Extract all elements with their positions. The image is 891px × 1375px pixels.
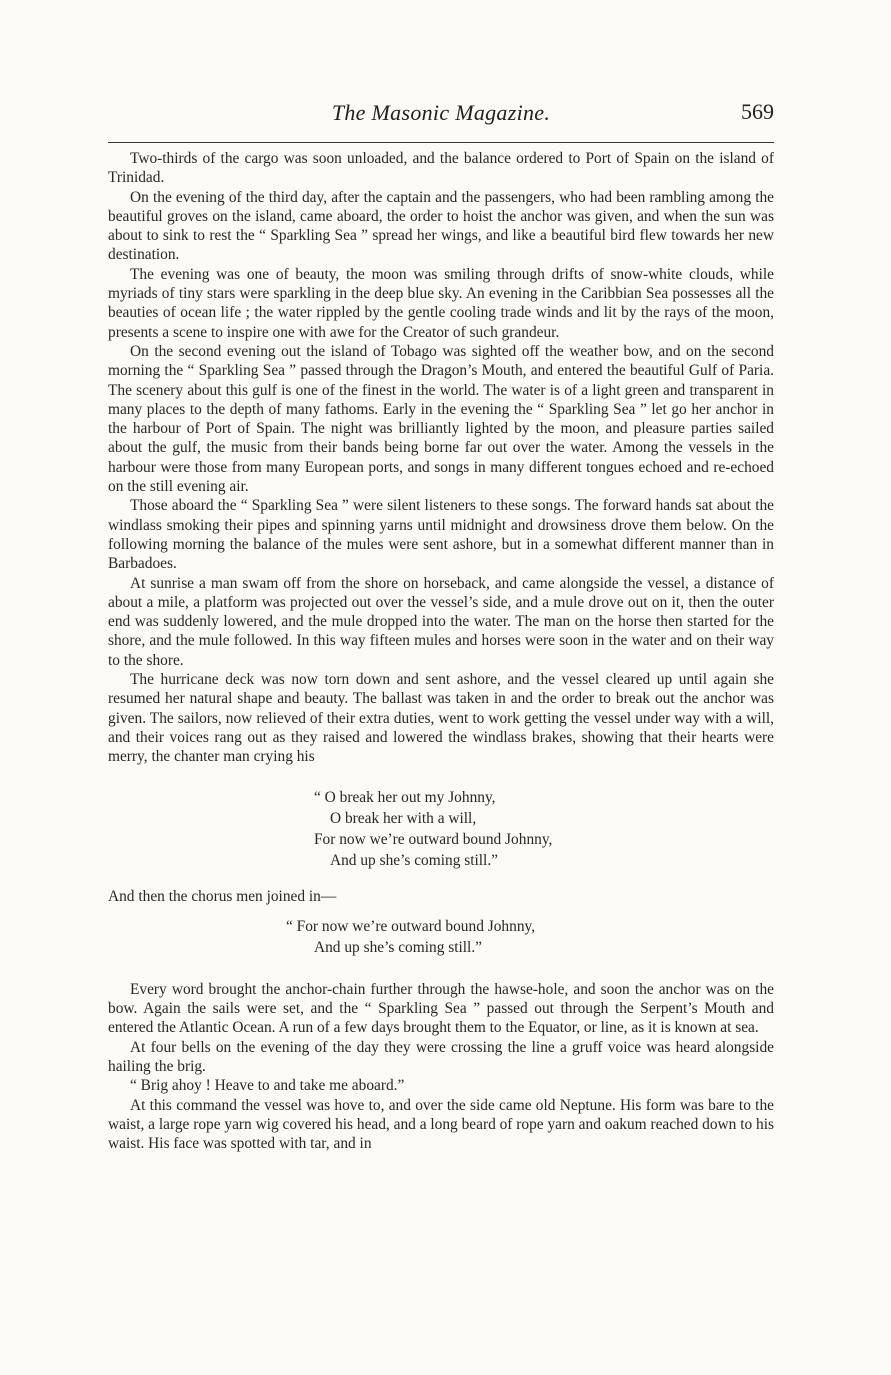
running-title: The Masonic Magazine. [331, 100, 551, 125]
magazine-page [108, 86, 774, 1153]
paragraph-4: On the second evening out the island of Tobago was sighted off the weather bow, and on the second morning the “ Sparkling Sea ” passed through the Dragon’s Mouth, and entered the beautiful Gulf of Paria. The scenery about this gulf is one of the finest in the world. The water is of a light green and transparent in many places to the depth of many fathoms. Early in the evening the “ Sparkling Sea ” let go her anchor in the harbour of Port of Spain. The night was brilliantly lighted by the moon, and pleasure parties sailed about the gulf, the music from their bands being borne far out over the water. Among the vessels in the harbour were those from many European ports, and songs in many different tongues echoed and re-echoed on the still evening air. [108, 342, 774, 496]
shanty-chorus [108, 916, 774, 958]
paragraph-10: At four bells on the evening of the day they were crossing the line a gruff voice was heard alongside hailing the brig. [108, 1038, 774, 1075]
verse-line: “ O break her out my Johnny, [314, 788, 496, 806]
paragraph-9: Every word brought the anchor-chain further through the hawse-hole, and soon the anchor was on the bow. Again the sails were set, and the “ Sparkling Sea ” passed out through the Serpent’s Mouth and entered the Atlantic Ocean. A run of a few days brought them to the Equator, or line, as it is known at sea. [108, 980, 774, 1037]
verse-line: For now we’re outward bound Johnny, [314, 830, 553, 848]
paragraph-8: And then the chorus men joined in— [108, 887, 337, 905]
paragraph-12: At this command the vessel was hove to, and over the side came old Neptune. His form was bare to the waist, a large rope yarn wig covered his head, and a long beard of rope yarn and oakum reached down to his waist. His face was spotted with tar, and in [108, 1096, 774, 1153]
paragraph-2: On the evening of the third day, after the captain and the passengers, who had been rambling among the beautiful groves on the island, came aboard, the order to hoist the anchor was given, and when the sun was about to sink to rest the “ Sparkling Sea ” spread her wings, and like a beautiful bird flew towards her new destination. [108, 188, 774, 264]
article-body [108, 149, 774, 1153]
chorus-line: “ For now we’re outward bound Johnny, [286, 917, 536, 935]
paragraph-1: Two-thirds of the cargo was soon unloaded, and the balance ordered to Port of Spain on the island of Trinidad. [108, 150, 774, 187]
verse-line: O break her with a will, [330, 809, 477, 827]
header-rule [108, 142, 774, 143]
page-header [108, 86, 774, 130]
page-number: 569 [741, 99, 774, 124]
paragraph-11: “ Brig ahoy ! Heave to and take me aboard.” [130, 1077, 405, 1095]
chorus-line: And up she’s coming still.” [314, 938, 483, 956]
shanty-verse [108, 787, 774, 871]
paragraph-5: Those aboard the “ Sparkling Sea ” were silent listeners to these songs. The forward hands sat about the windlass smoking their pipes and spinning yarns until midnight and drowsiness drove them below. On the following morning the balance of the mules were sent ashore, but in a somewhat different manner than in Barbadoes. [108, 497, 774, 573]
verse-line: And up she’s coming still.” [330, 851, 499, 869]
paragraph-6: At sunrise a man swam off from the shore on horseback, and came alongside the vessel, a distance of about a mile, a platform was projected out over the vessel’s side, and a mule drove out on it, then the outer end was suddenly lowered, and the mule dropped into the water. The man on the horse then started for the shore, and the mule followed. In this way fifteen mules and horses were soon in the water and on their way to the shore. [108, 574, 774, 669]
paragraph-3: The evening was one of beauty, the moon was smiling through drifts of snow-white clouds, while myriads of tiny stars were sparkling in the deep blue sky. An evening in the Caribbian Sea possesses all the beauties of ocean life ; the water rippled by the gentle cooling trade winds and lit by the rays of the moon, presents a scene to inspire one with awe for the Creator of such grandeur. [108, 265, 774, 341]
paragraph-7: The hurricane deck was now torn down and sent ashore, and the vessel cleared up until again she resumed her natural shape and beauty. The ballast was taken in and the order to break out the anchor was given. The sailors, now relieved of their extra duties, went to work getting the vessel under way with a will, and their voices rang out as they raised and lowered the windlass brakes, showing that their hearts were merry, the chanter man crying his [108, 671, 774, 766]
